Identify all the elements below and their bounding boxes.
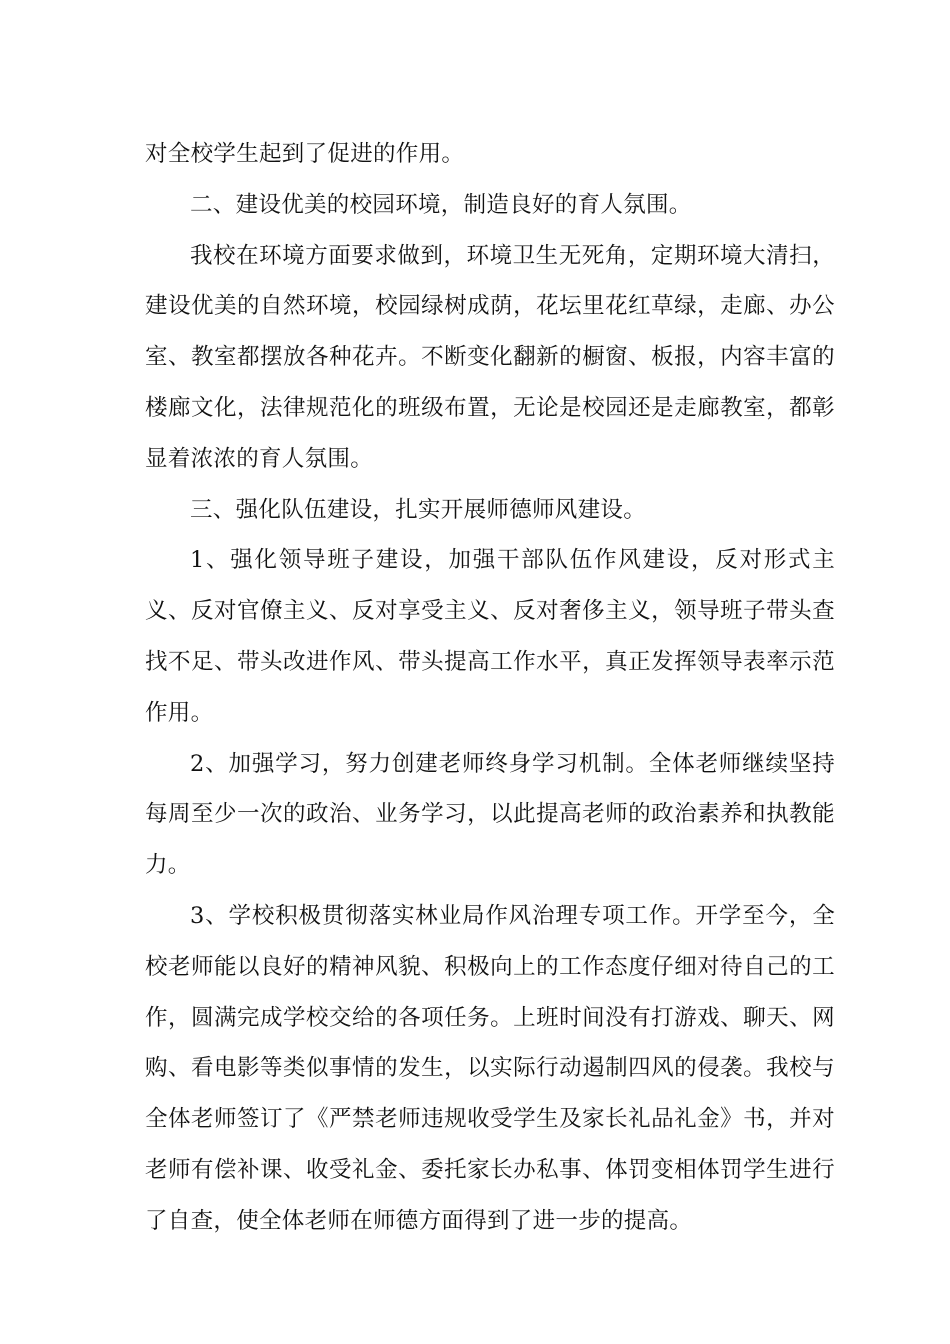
paragraph-environment: 我校在环境方面要求做到，环境卫生无死角，定期环境大清扫，建设优美的自然环境，校园绿树成荫，花坛里花红草绿，走廊、办公室、教室都摆放各种花卉。不断变化翻新的橱窗、板报，内容丰富的楼廊文化，法律规范化的班级布置，无论是校园还是走廊教室，都彰显着浓浓的育人氛围。: [145, 242, 835, 472]
paragraph-continuation: 对全校学生起到了促进的作用。: [145, 141, 465, 167]
document-body: [145, 129, 835, 1247]
section-heading-2: 二、建设优美的校园环境，制造良好的育人氛围。: [190, 191, 692, 218]
paragraph-item-2: 2、加强学习，努力创建老师终身学习机制。全体老师继续坚持每周至少一次的政治、业务学习，以此提高老师的政治素养和执教能力。: [145, 750, 835, 879]
paragraph-item-1: 1、强化领导班子建设，加强干部队伍作风建设，反对形式主义、反对官僚主义、反对享受主义、反对奢侈主义，领导班子带头查找不足、带头改进作风、带头提高工作水平，真正发挥领导表率示范作用。: [145, 547, 835, 726]
paragraph-item-3: 3、学校积极贯彻落实林业局作风治理专项工作。开学至今，全校老师能以良好的精神风貌、积极向上的工作态度仔细对待自己的工作，圆满完成学校交给的各项任务。上班时间没有打游戏、聊天、网购、看电影等类似事情的发生，以实际行动遏制四风的侵袭。我校与全体老师签订了《严禁老师违规收受学生及家长礼品礼金》书，并对老师有偿补课、收受礼金、委托家长办私事、体罚变相体罚学生进行了自查，使全体老师在师德方面得到了进一步的提高。: [145, 902, 835, 1234]
section-heading-3: 三、强化队伍建设，扎实开展师德师风建设。: [190, 496, 647, 523]
